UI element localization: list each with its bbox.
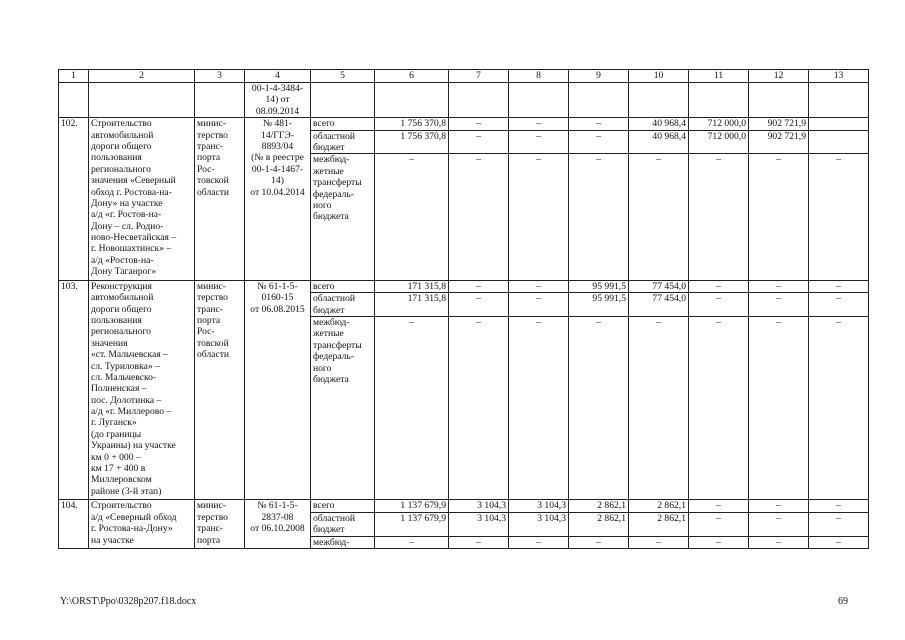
value-col-12: 902 721,9 [749,130,809,154]
cont-cell-5 [311,83,375,118]
cell-line: терство [197,511,228,523]
cell-line: области [197,349,230,361]
value-col-12: – [749,536,809,548]
value-col-9: – [569,316,629,499]
value-col-11: – [689,500,749,512]
cell-line: дороги общего [91,303,152,315]
cell-line: «ст. Мальчевская – [91,349,168,361]
value-col-7: – [449,280,509,292]
column-number-10: 10 [629,70,689,83]
value-col-11: – [689,280,749,292]
column-number-9: 9 [569,70,629,83]
value-col-12: 902 721,9 [749,118,809,130]
value-col-8: – [509,154,569,280]
cell-line: порта [197,534,221,546]
cell-line: порта [197,152,221,164]
cell-line: г. Луганск» [91,417,137,429]
value-col-7: – [449,130,509,154]
cell-line: межбюд- [313,316,350,328]
value-col-7: 3 104,3 [449,500,509,512]
value-col-13 [809,130,869,154]
value-col-12: – [749,500,809,512]
cell-line: межбюд- [313,154,350,166]
cell-line: области [197,186,230,198]
cell-line: бюджета [313,211,349,223]
cell-line: обход г. Ростова-на- [91,186,172,198]
cell-line: от 06.10.2008 [250,523,305,535]
cell-line: 08.09.2014 [255,105,300,117]
source-total: всего [311,118,375,130]
project-organization [195,500,245,549]
cell-line: ного [313,199,332,211]
cont-cell-2 [89,83,195,118]
cell-line: жетные [313,165,344,177]
column-number-12: 12 [749,70,809,83]
cell-line: транс- [197,523,223,535]
cell-line: г. Новошахтинск» – [91,243,172,255]
cell-line: бюджет [313,304,345,316]
budget-table [58,69,869,549]
cell-line: областной [313,293,356,305]
cell-line: минис- [197,500,226,512]
value-col-10: 77 454,0 [629,280,689,292]
value-col-7: – [449,293,509,317]
value-col-11: – [689,293,749,317]
cell-line: Дону» на участке [91,197,163,209]
value-col-10: 40 968,4 [629,118,689,130]
value-col-6: 171 315,8 [375,280,449,292]
cell-line: Полненская – [91,383,147,395]
project-document [245,280,311,500]
value-col-6: 1 137 679,9 [375,500,449,512]
cell-line: федераль- [313,188,354,200]
value-col-13: – [809,512,869,536]
source-regional-budget [311,130,375,154]
cont-cell-8 [509,83,569,118]
cell-line: Дону Таганрог» [91,266,157,278]
column-number-3: 3 [195,70,245,83]
column-number-5: 5 [311,70,375,83]
source-federal-transfers [311,316,375,499]
project-row-total [59,118,869,130]
value-col-9: 2 862,1 [569,512,629,536]
value-col-11: 712 000,0 [689,130,749,154]
cont-cell-9 [569,83,629,118]
column-number-row [59,70,869,83]
value-col-11: 712 000,0 [689,118,749,130]
source-federal-transfers [311,154,375,280]
project-row-total [59,500,869,512]
cell-line: № 481- [262,118,293,130]
project-document [245,500,311,549]
cell-line: дороги общего [91,140,152,152]
column-number-8: 8 [509,70,569,83]
cell-line: трансферты [313,177,362,189]
cell-line: бюджет [313,524,345,536]
cell-line: автомобильной [91,129,154,141]
value-col-10: – [629,536,689,548]
column-number-6: 6 [375,70,449,83]
cell-line: а/д «г. Ростов-на- [91,209,162,221]
project-number: 102. [59,118,89,281]
cell-line: Рос- [197,326,215,338]
cont-cell-11 [689,83,749,118]
value-col-13: – [809,316,869,499]
cell-line: № 61-1-5- [257,500,298,512]
cell-line: регионального [91,163,151,175]
source-regional-budget [311,512,375,536]
value-col-13 [809,118,869,130]
source-regional-budget [311,293,375,317]
value-col-12: – [749,154,809,280]
value-col-13: – [809,500,869,512]
cell-line: областной [313,130,356,142]
cell-line: Реконструкция [91,280,152,292]
value-col-8: 3 104,3 [509,500,569,512]
cell-line: сл. Туриловка» – [91,360,160,372]
value-col-9: 2 862,1 [569,500,629,512]
column-number-13: 13 [809,70,869,83]
value-col-12: – [749,293,809,317]
value-col-11: – [689,512,749,536]
value-col-9: 95 991,5 [569,280,629,292]
cell-line: 00-1-4-3484- [251,83,304,94]
cell-line: 8893/04 [261,140,294,152]
cell-line: областной [313,512,356,524]
cell-line: значения [91,337,128,349]
value-col-6: 1 756 370,8 [375,130,449,154]
cell-line: минис- [197,118,226,130]
cell-line: Украины) на участке [91,440,176,452]
value-col-12: – [749,316,809,499]
cell-line: (до границы [91,428,142,440]
value-col-6: 171 315,8 [375,293,449,317]
cell-line: жетные [313,328,344,340]
value-col-12: – [749,280,809,292]
value-col-8: – [509,280,569,292]
value-col-8: – [509,293,569,317]
cell-line: Дону – сл. Родио- [91,220,164,232]
value-col-8: – [509,118,569,130]
column-number-7: 7 [449,70,509,83]
cell-line: (№ в реестре [251,152,304,164]
value-col-11: – [689,536,749,548]
column-number-4: 4 [245,70,311,83]
continuation-row [59,83,869,118]
cell-line: Строительство [91,500,152,512]
project-row-total [59,280,869,292]
cont-cell-12 [749,83,809,118]
cell-line: 2837-08 [261,511,294,523]
cell-line: км 0 + 000 – [91,451,141,463]
project-organization [195,280,245,500]
cell-line: трансферты [313,339,362,351]
cell-line: от 10.04.2014 [250,186,305,198]
value-col-10: – [629,154,689,280]
value-col-7: – [449,154,509,280]
value-col-10: 40 968,4 [629,130,689,154]
cell-line: транс- [197,303,223,315]
cell-line: значения «Северный [91,175,176,187]
cell-line: г. Ростова-на-Дону» [91,523,173,535]
cell-line: 0160-15 [261,292,294,304]
footer-page-number: 69 [838,596,848,607]
cell-line: сл. Мальчевско- [91,371,157,383]
value-col-11: – [689,316,749,499]
value-col-8: – [509,130,569,154]
column-number-2: 2 [89,70,195,83]
cell-line: бюджета [313,373,349,385]
cell-line: пользования [91,152,142,164]
value-col-9: – [569,154,629,280]
value-col-7: – [449,316,509,499]
cell-line: федераль- [313,351,354,363]
value-col-9: 95 991,5 [569,293,629,317]
cont-cell-7 [449,83,509,118]
cell-line: автомобильной [91,292,154,304]
cell-line: а/д «Ростов-на- [91,254,154,266]
source-federal-transfers [311,536,375,548]
value-col-7: – [449,118,509,130]
cell-line: порта [197,314,221,326]
project-organization [195,118,245,281]
cell-line: а/д «Северный обход [91,511,177,523]
cell-line: бюджет [313,141,345,153]
value-col-6: – [375,316,449,499]
cont-cell-3 [195,83,245,118]
project-name [89,118,195,281]
cell-line: терство [197,129,228,141]
value-col-11: – [689,154,749,280]
footer-file-path: Y:\ORST\Ppo\0328p207.f18.docx [60,596,197,607]
project-name [89,500,195,549]
value-col-9: – [569,130,629,154]
cell-line: 14) [271,175,284,187]
source-total: всего [311,500,375,512]
cell-line: товской [197,337,229,349]
cell-line: Рос- [197,163,215,175]
value-col-8: – [509,536,569,548]
value-col-8: – [509,316,569,499]
value-col-9: – [569,536,629,548]
cell-line: 14/ГГЭ- [261,129,294,141]
cell-line: на участке [91,534,134,546]
cell-line: Миллеровском [91,474,152,486]
value-col-10: 77 454,0 [629,293,689,317]
value-col-9: – [569,118,629,130]
project-name [89,280,195,500]
project-document [245,118,311,281]
value-col-12: – [749,512,809,536]
cell-line: ного [313,362,332,374]
cell-line: минис- [197,280,226,292]
project-number: 104. [59,500,89,549]
cell-line: 14) от [265,94,290,106]
value-col-6: 1 137 679,9 [375,512,449,536]
cont-cell-13 [809,83,869,118]
value-col-7: – [449,536,509,548]
column-number-1: 1 [59,70,89,83]
value-col-6: 1 756 370,8 [375,118,449,130]
value-col-13: – [809,536,869,548]
cont-cell-1 [59,83,89,118]
cont-cell-4 [245,83,311,118]
value-col-10: – [629,316,689,499]
source-total: всего [311,280,375,292]
cell-line: районе (3-й этап) [91,485,162,497]
cont-cell-10 [629,83,689,118]
cell-line: товской [197,175,229,187]
cell-line: транс- [197,140,223,152]
value-col-8: 3 104,3 [509,512,569,536]
value-col-10: 2 862,1 [629,512,689,536]
value-col-10: 2 862,1 [629,500,689,512]
cell-line: 00-1-4-1467- [251,163,304,175]
cell-line: № 61-1-5- [257,280,298,292]
cell-line: от 06.08.2015 [250,303,305,315]
value-col-13: – [809,280,869,292]
column-number-11: 11 [689,70,749,83]
cont-cell-6 [375,83,449,118]
value-col-6: – [375,536,449,548]
cell-line: Строительство [91,118,152,130]
project-number: 103. [59,280,89,500]
value-col-6: – [375,154,449,280]
cell-line: км 17 + 400 в [91,463,146,475]
cell-line: пользования [91,314,142,326]
cell-line: межбюд- [313,536,350,548]
value-col-7: 3 104,3 [449,512,509,536]
cell-line: терство [197,292,228,304]
cell-line: регионального [91,326,151,338]
value-col-13: – [809,293,869,317]
value-col-13: – [809,154,869,280]
cell-line: а/д «г. Миллерово – [91,406,172,418]
cell-line: ново-Несветайская – [91,232,177,244]
cell-line: пос. Долотинка – [91,394,162,406]
